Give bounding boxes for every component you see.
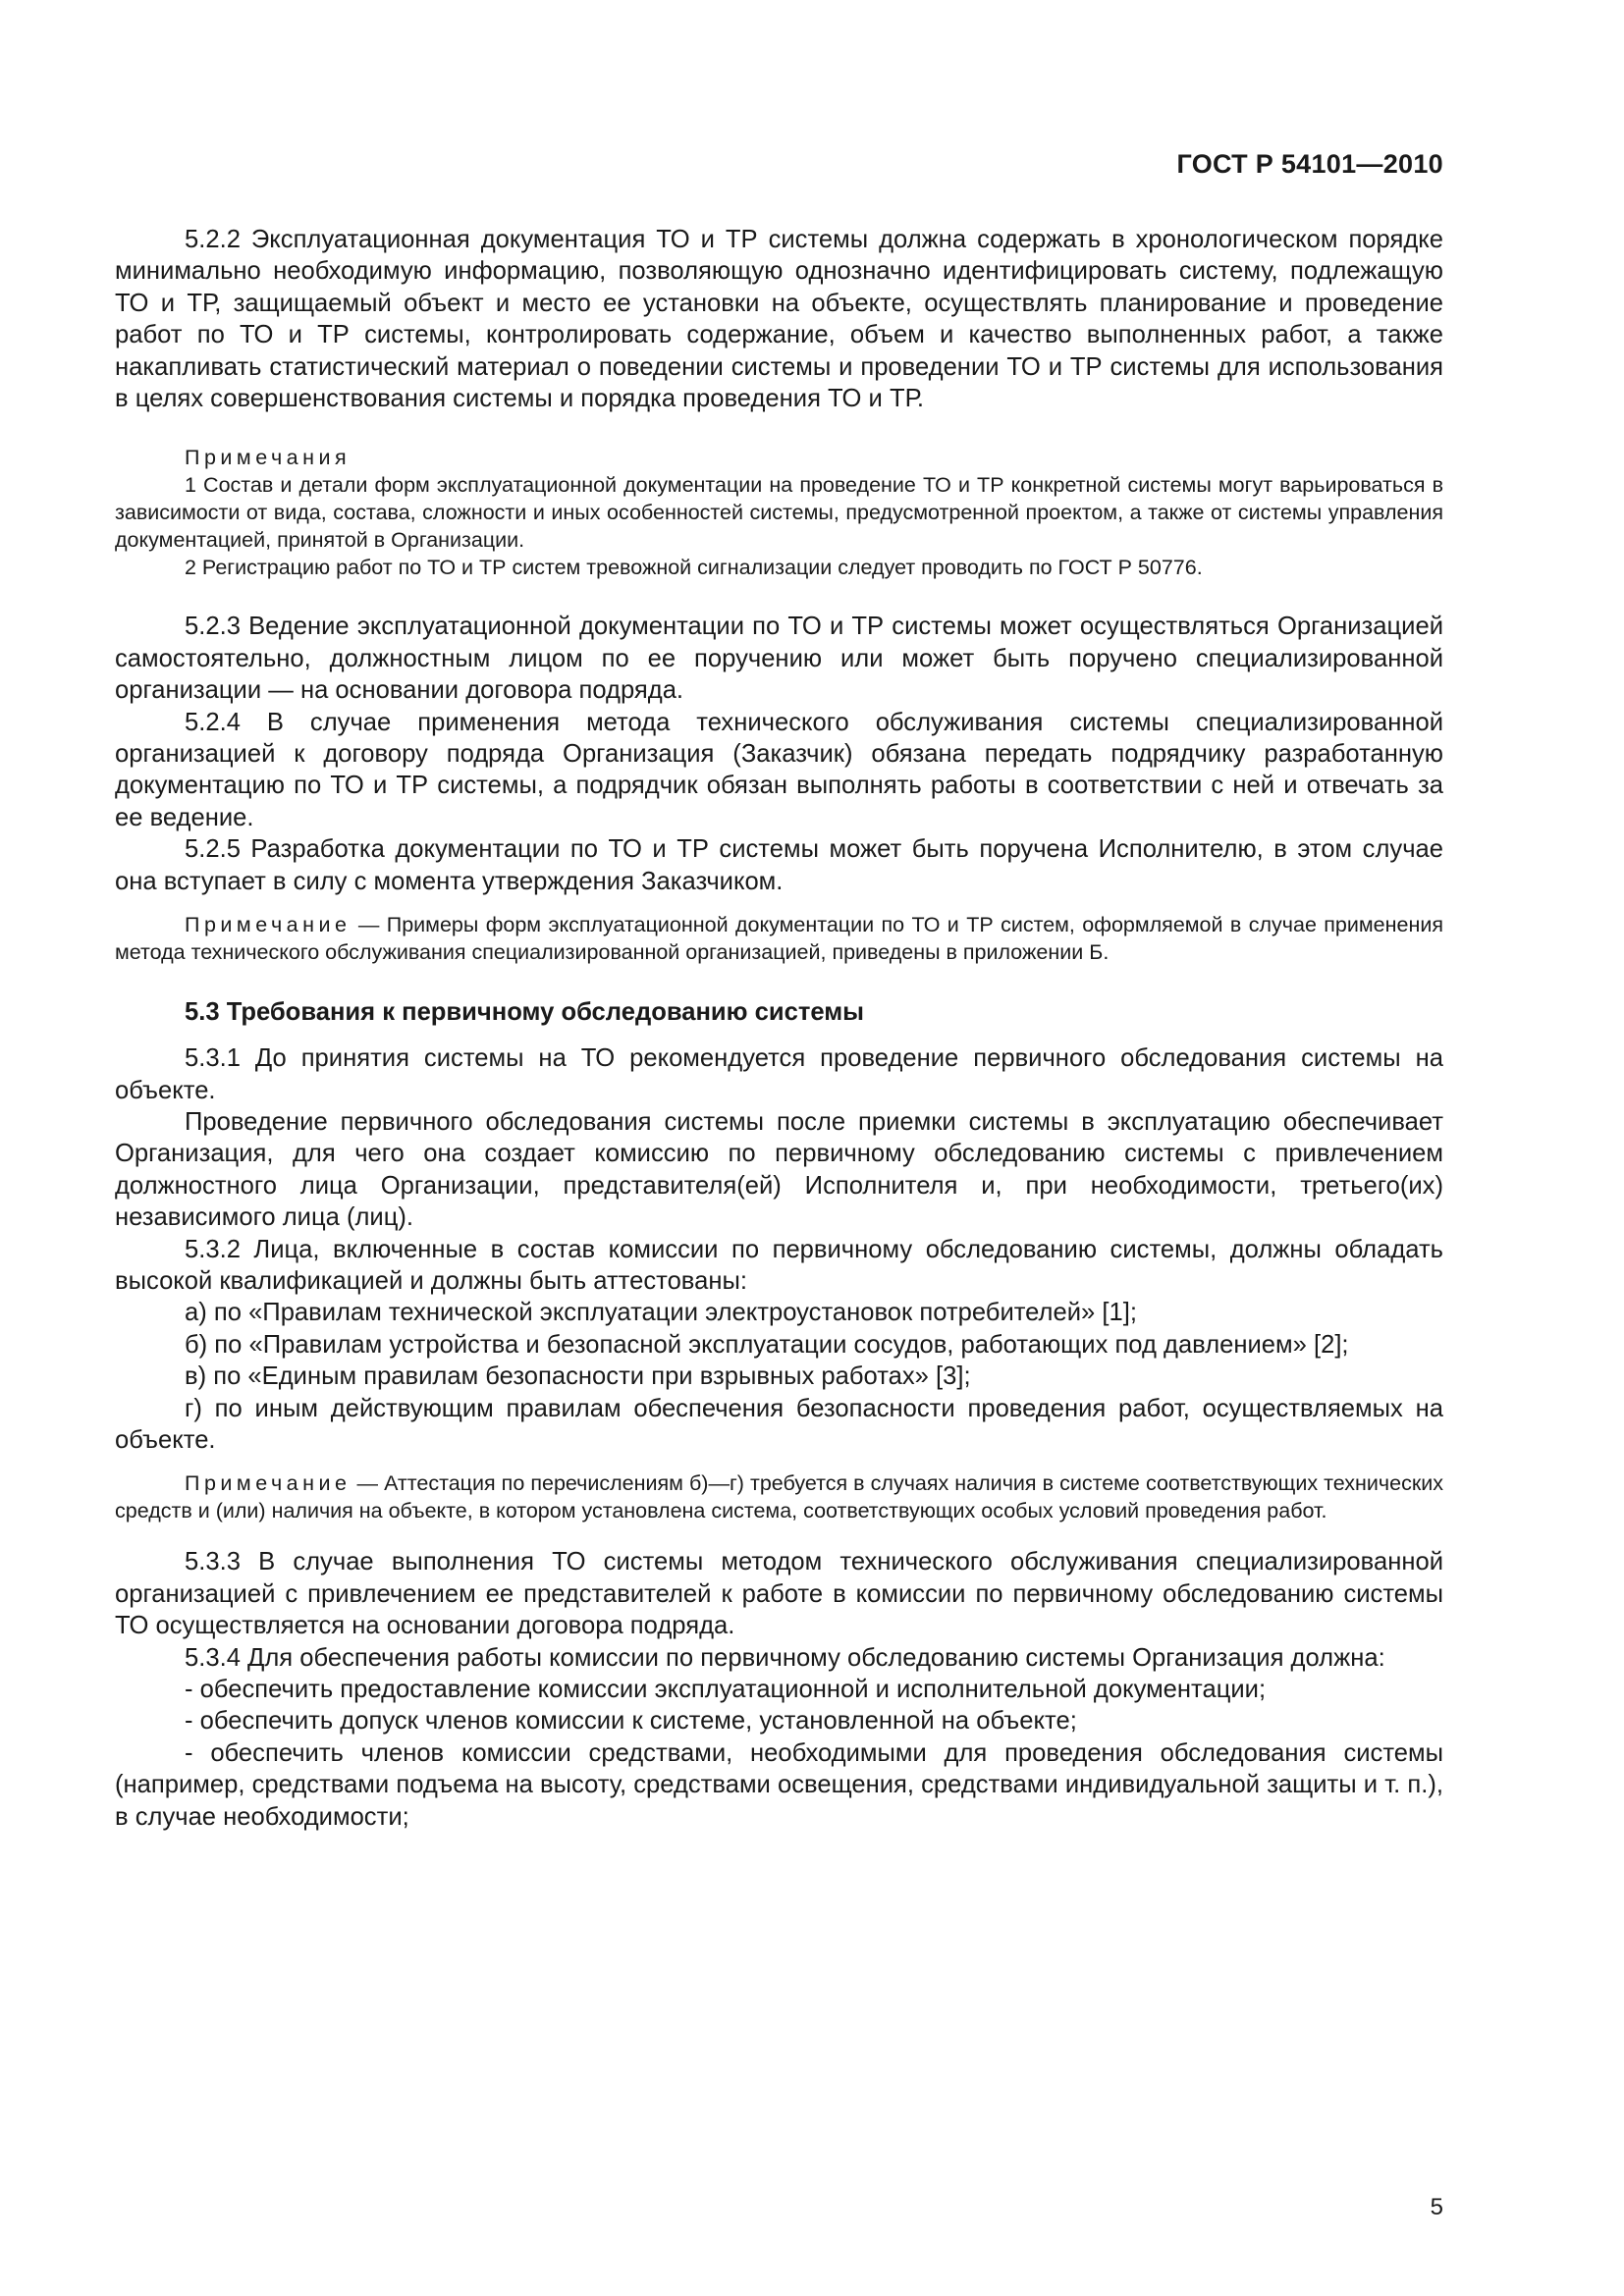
paragraph-5-3-4: 5.3.4 Для обеспечения работы комиссии по первичному обследованию системы Организация должна: <box>185 1643 1385 1672</box>
note-5-3-2 <box>115 1469 1443 1524</box>
document-header: ГОСТ Р 54101—2010 <box>1176 149 1443 179</box>
note-label: Примечание <box>185 1471 352 1496</box>
document-body <box>115 224 1443 1833</box>
note-item-2: 2 Регистрацию работ по ТО и ТР систем тревожной сигнализации следует проводить по ГОСТ Р 50776. <box>185 556 1203 580</box>
notes-title: Примечания <box>185 446 352 470</box>
dash-item-3: - обеспечить членов комиссии средствами, необходимыми для проведения обследования системы (например, средствами подъема на высоту, средствами освещения, средствами индивидуальной защиты и т. п.), в случае необходимости; <box>115 1738 1443 1831</box>
document-page <box>115 0 1443 2296</box>
list-item-b: б) по «Правилам устройства и безопасной эксплуатации сосудов, работающих под давлением» [2]; <box>185 1330 1349 1359</box>
note-5-2-5 <box>115 911 1443 966</box>
paragraph-5-3-3: 5.3.3 В случае выполнения ТО системы методом технического обслуживания специализированной организацией с привлечением ее представителей к работе в комиссии по первичному обследованию системы ТО осуществляется на основании договора подряда. <box>115 1548 1443 1640</box>
note-item-1: 1 Состав и детали форм эксплуатационной документации на проведение ТО и ТР конкретной системы могут варьироваться в зависимости от вида, состава, сложности и иных особенностей системы, предусмотренной проектом, а также от системы управления документацией, принятой в Организации. <box>115 473 1443 553</box>
paragraph-5-3-2: 5.3.2 Лица, включенные в состав комиссии по первичному обследованию системы, должны обладать высокой квалификацией и должны быть аттестованы: <box>115 1235 1443 1295</box>
page-number: 5 <box>1430 2194 1443 2220</box>
paragraph-5-2-2: 5.2.2 Эксплуатационная документация ТО и ТР системы должна содержать в хронологическом порядке минимально необходимую информацию, позволяющую однозначно идентифицировать систему, подлежащую ТО и ТР, защищаемый объект и место ее установки на объекте, осуществлять планирование и проведение работ по ТО и ТР системы, контролировать содержание, объем и качество выполненных работ, а также накапливать статистический материал о поведении системы и проведении ТО и ТР системы для использования в целях совершенствования системы и порядка проведения ТО и ТР. <box>115 226 1443 413</box>
paragraph-5-2-4: 5.2.4 В случае применения метода технического обслуживания системы специализированной организацией к договору подряда Организация (Заказчик) обязана передать подрядчику разработанную документацию по ТО и ТР системы, а подрядчик обязан выполнять работы в соответствии с ней и отвечать за ее ведение. <box>115 708 1443 831</box>
dash-item-2: - обеспечить допуск членов комиссии к системе, установленной на объекте; <box>185 1707 1077 1735</box>
list-item-g: г) по иным действующим правилам обеспечения безопасности проведения работ, осуществляемых на объекте. <box>115 1394 1443 1454</box>
note-label: Примечание <box>185 913 352 937</box>
list-item-a: а) по «Правилам технической эксплуатации электроустановок потребителей» [1]; <box>185 1299 1137 1327</box>
paragraph-5-3-1: 5.3.1 До принятия системы на ТО рекомендуется проведение первичного обследования системы на объекте. <box>115 1044 1443 1104</box>
note-text: — Аттестация по перечислениям б)—г) требуется в случаях наличия в системе соответствующих технических средств и (или) наличия на объекте, в котором установлена система, соответствующих особых условий проведения работ. <box>115 1471 1443 1523</box>
paragraph-5-2-5: 5.2.5 Разработка документации по ТО и ТР системы может быть поручена Исполнителю, в этом случае она вступает в силу с момента утверждения Заказчиком. <box>115 835 1443 895</box>
list-item-v: в) по «Единым правилам безопасности при взрывных работах» [3]; <box>185 1362 971 1391</box>
note-text: — Примеры форм эксплуатационной документации по ТО и ТР систем, оформляемой в случае применения метода технического обслуживания специализированной организацией, приведены в приложении Б. <box>115 913 1443 965</box>
dash-item-1: - обеспечить предоставление комиссии эксплуатационной и исполнительной документации; <box>185 1676 1267 1703</box>
paragraph-5-3-1b: Проведение первичного обследования системы после приемки системы в эксплуатацию обеспечивает Организация, для чего она создает комиссию по первичному обследованию системы с привлечением должностного лица Организации, представителя(ей) Исполнителя и, при необходимости, третьего(их) независимого лица (лиц). <box>115 1107 1443 1232</box>
paragraph-5-2-3: 5.2.3 Ведение эксплуатационной документации по ТО и ТР системы может осуществляться Организацией самостоятельно, должностным лицом по ее поручению или может быть поручено специализированной организации — на основании договора подряда. <box>115 613 1443 705</box>
section-heading-5-3: 5.3 Требования к первичному обследованию системы <box>185 998 865 1027</box>
